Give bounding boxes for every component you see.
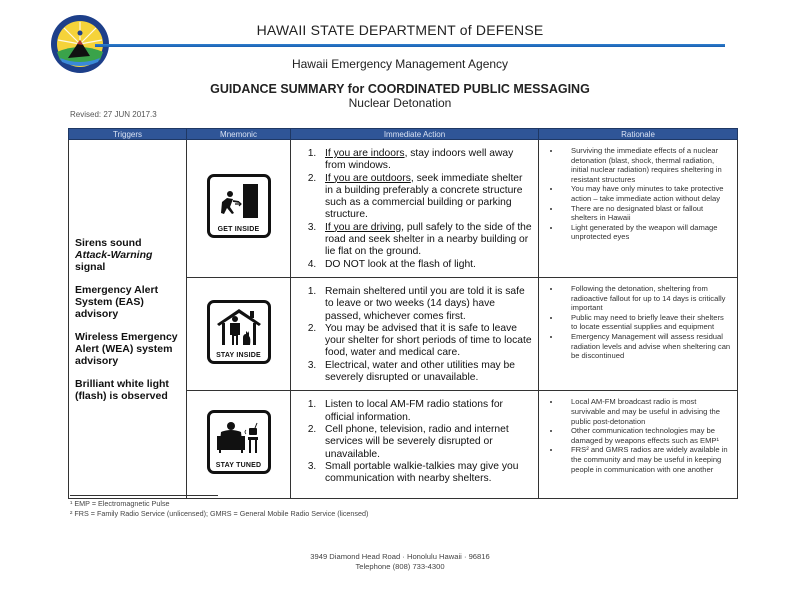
action-text: , pull safely to the side of the road and seek shelter in a nearby building or lie flat on the ground. bbox=[325, 221, 532, 258]
mnemonic-label: GET INSIDE bbox=[217, 225, 260, 233]
footer-address: 3949 Diamond Head Road · Honolulu Hawaii · 96816 bbox=[310, 552, 490, 561]
rationale-item: • FRS² and GMRS radios are widely available in the community and may be useful in keeping people in communication with one another bbox=[561, 445, 731, 474]
action-item bbox=[319, 222, 532, 259]
table-row-get-inside bbox=[69, 140, 738, 278]
trigger-sirens bbox=[75, 237, 180, 273]
action-text: , stay indoors well away from windows. bbox=[325, 148, 514, 172]
rationale-item: • Light generated by the weapon will damage unprotected eyes bbox=[561, 223, 731, 242]
stay-tuned-icon bbox=[213, 416, 265, 458]
action-condition: If you are indoors bbox=[325, 148, 405, 159]
rationale-cell bbox=[539, 140, 738, 278]
action-list bbox=[291, 278, 538, 390]
immediate-action-cell bbox=[291, 140, 539, 278]
rationale-list bbox=[539, 278, 737, 367]
action-item: 3. Small portable walkie-talkies may give you communication with nearby shelters. bbox=[319, 461, 532, 486]
header-rule bbox=[95, 44, 725, 47]
action-text: , seek immediate shelter in a building preferably a concrete structure such as a commercial building or parking structure. bbox=[325, 172, 523, 221]
document-subtitle: Nuclear Detonation bbox=[348, 96, 452, 110]
rationale-item: • There are no designated blast or fallout shelters in Hawaii bbox=[561, 204, 731, 223]
rationale-item: • Other communication technologies may be damaged by weapons effects such as EMP¹ bbox=[561, 426, 731, 445]
footer-telephone: Telephone (808) 733-4300 bbox=[355, 562, 445, 571]
trigger-flash: Brilliant white light (flash) is observed bbox=[75, 377, 169, 402]
get-inside-sign bbox=[207, 174, 271, 238]
stay-inside-sign bbox=[207, 300, 271, 364]
mnemonic-cell bbox=[187, 140, 291, 278]
footnote-emp: ¹ EMP = Electromagnetic Pulse bbox=[70, 499, 170, 508]
rationale-item: • Surviving the immediate effects of a nuclear detonation (blast, shock, thermal radiation, initial nuclear radiation) requires sheltering in resistant structures bbox=[561, 146, 731, 184]
action-item bbox=[319, 148, 532, 173]
rationale-item: • You may have only minutes to take protective action – take immediate action without delay bbox=[561, 184, 731, 203]
get-inside-icon bbox=[213, 180, 265, 222]
rationale-cell bbox=[539, 391, 738, 499]
guidance-table bbox=[68, 128, 738, 499]
column-header-triggers: Triggers bbox=[69, 129, 187, 140]
footnote-frs: ² FRS = Family Radio Service (unlicensed); GMRS = General Mobile Radio Service (licensed) bbox=[70, 509, 369, 518]
mnemonic-cell bbox=[187, 391, 291, 499]
action-list bbox=[291, 391, 538, 491]
stay-tuned-sign bbox=[207, 410, 271, 474]
action-list bbox=[291, 140, 538, 277]
revision-date: Revised: 27 JUN 2017.3 bbox=[70, 110, 157, 119]
action-item: 3. Electrical, water and other utilities may be severely disrupted or unavailable. bbox=[319, 360, 532, 385]
action-condition: If you are outdoors bbox=[325, 172, 411, 184]
action-item bbox=[319, 173, 532, 222]
rationale-item: • Public may need to briefly leave their shelters to locate essential supplies and equipment bbox=[561, 313, 731, 332]
rationale-item: • Local AM-FM broadcast radio is most survivable and may be useful in advising the public post-detonation bbox=[561, 397, 731, 426]
rationale-cell bbox=[539, 277, 738, 390]
mnemonic-cell bbox=[187, 277, 291, 390]
action-item: 2. You may be advised that it is safe to leave your shelter for short periods of time to locate food, water and medical care. bbox=[319, 323, 532, 360]
action-item: 2. Cell phone, television, radio and internet services will be severely disrupted or unavailable. bbox=[319, 424, 532, 461]
trigger-text: Sirens sound bbox=[75, 236, 142, 249]
column-header-rationale: Rationale bbox=[539, 129, 738, 140]
rationale-item: • Following the detonation, sheltering from radioactive fallout for up to 14 days is critically important bbox=[561, 284, 731, 313]
table-header-row bbox=[69, 129, 738, 140]
column-header-mnemonic: Mnemonic bbox=[187, 129, 291, 140]
mnemonic-label: STAY TUNED bbox=[215, 462, 262, 470]
agency-name: Hawaii Emergency Management Agency bbox=[291, 57, 509, 71]
action-condition: If you are driving bbox=[325, 221, 402, 233]
action-item bbox=[319, 259, 532, 271]
trigger-text: signal bbox=[75, 260, 106, 273]
triggers-cell bbox=[69, 140, 187, 499]
stay-inside-icon bbox=[213, 306, 265, 348]
action-text: DO NOT look at the flash of light. bbox=[325, 258, 476, 270]
action-item: 1. Remain sheltered until you are told it is safe to leave or two weeks (14 days) have passed, whichever comes first. bbox=[319, 286, 532, 323]
column-header-immediate-action: Immediate Action bbox=[291, 129, 539, 140]
rationale-list bbox=[539, 140, 737, 248]
department-name: HAWAII STATE DEPARTMENT of DEFENSE bbox=[256, 22, 544, 38]
action-item: 1. Listen to local AM-FM radio stations for official information. bbox=[319, 399, 532, 424]
document-title: GUIDANCE SUMMARY for COORDINATED PUBLIC MESSAGING bbox=[210, 82, 590, 96]
trigger-eas: Emergency Alert System (EAS) advisory bbox=[75, 283, 159, 320]
immediate-action-cell bbox=[291, 277, 539, 390]
immediate-action-cell bbox=[291, 391, 539, 499]
trigger-emphasis: Attack-Warning bbox=[75, 248, 153, 261]
mnemonic-label: STAY INSIDE bbox=[216, 351, 261, 359]
trigger-wea: Wireless Emergency Alert (WEA) system advisory bbox=[75, 330, 178, 367]
footnote-rule bbox=[70, 495, 218, 496]
rationale-list bbox=[539, 391, 737, 480]
rationale-item: • Emergency Management will assess residual radiation levels and advise when sheltering can be discontinued bbox=[561, 332, 731, 361]
